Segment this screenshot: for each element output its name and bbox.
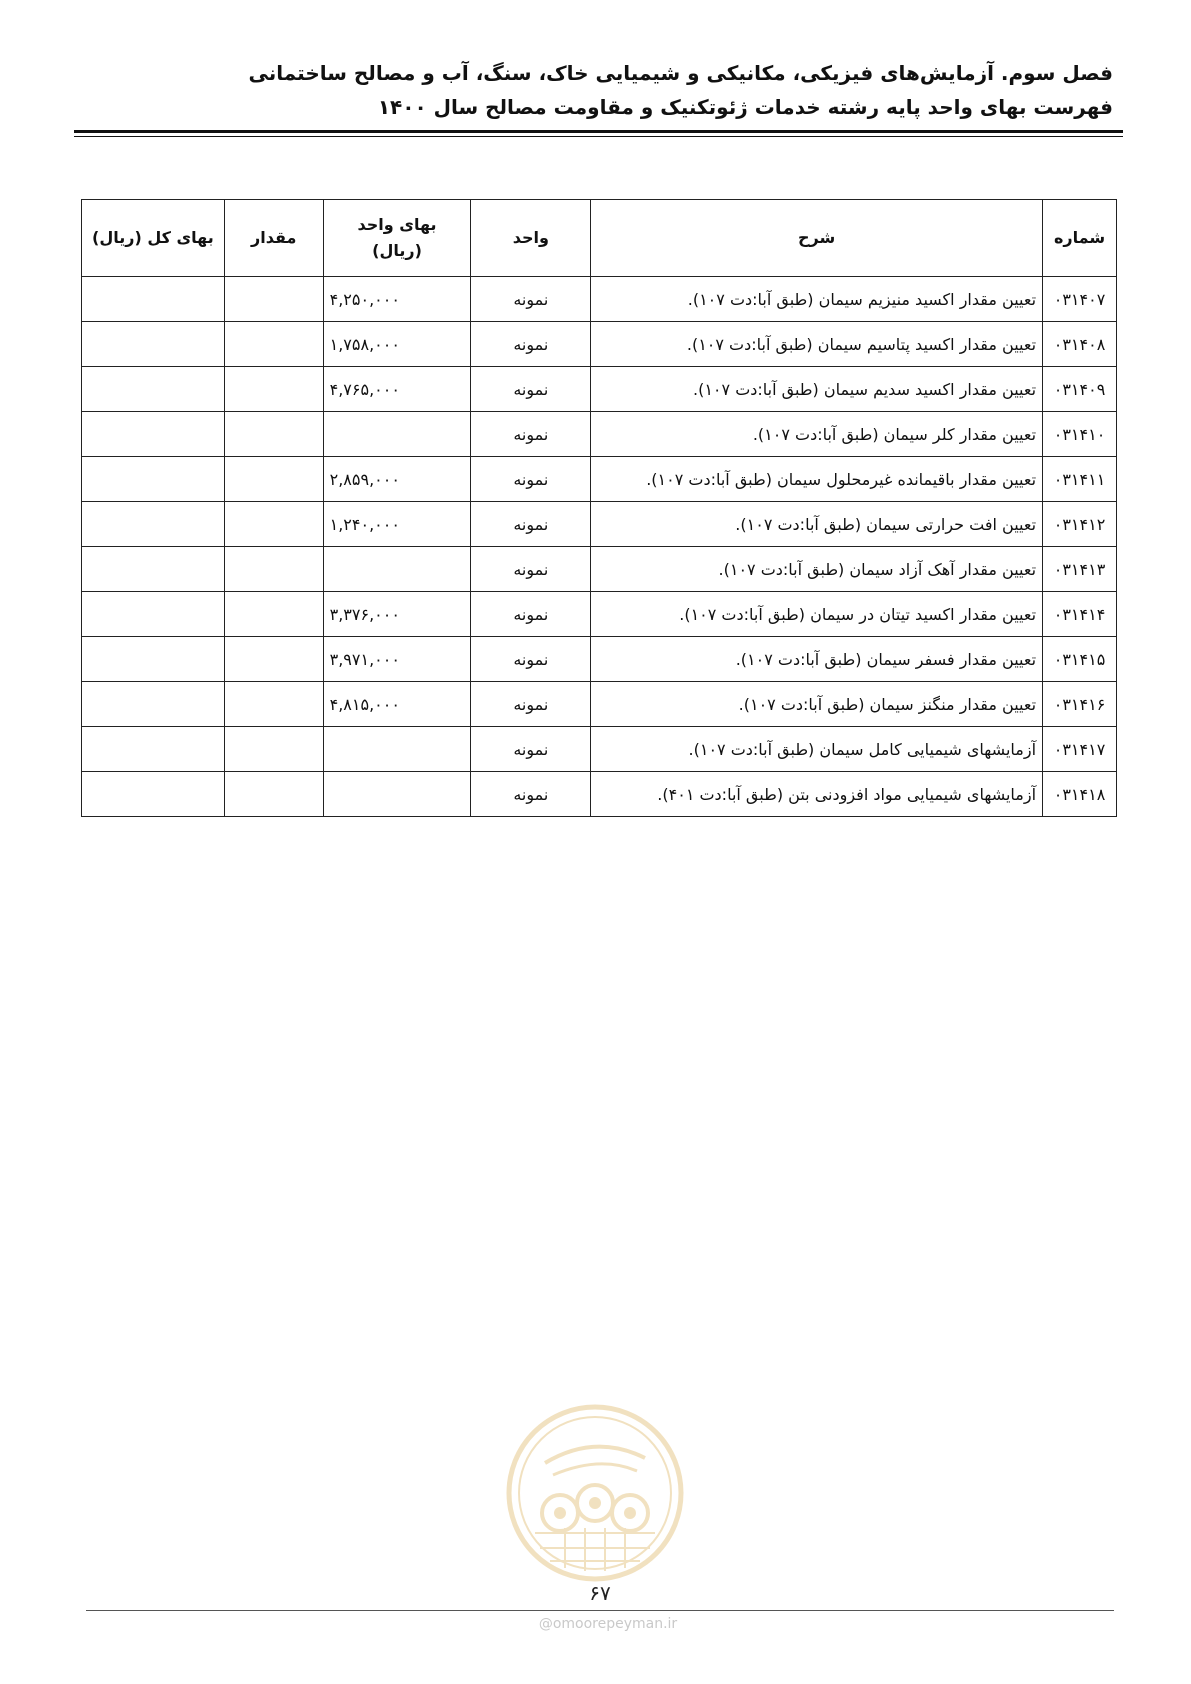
- cell-unit: نمونه: [471, 412, 591, 457]
- cell-description: تعیین مقدار اکسید پتاسیم سیمان (طبق آبا:دت ۱۰۷).: [591, 322, 1043, 367]
- header-quantity: مقدار: [224, 200, 323, 277]
- footer-rule: [86, 1610, 1114, 1611]
- cell-unit-price: ۱,۷۵۸,۰۰۰: [323, 322, 471, 367]
- cell-description: تعیین مقدار باقیمانده غیرمحلول سیمان (طبق آبا:دت ۱۰۷).: [591, 457, 1043, 502]
- cell-total: [82, 592, 225, 637]
- cell-unit: نمونه: [471, 457, 591, 502]
- cell-code: ۰۳۱۴۰۷: [1043, 277, 1117, 322]
- header-unit-price-label: بهای واحد: [357, 215, 437, 234]
- cell-description: تعیین مقدار منگنز سیمان (طبق آبا:دت ۱۰۷).: [591, 682, 1043, 727]
- cell-description: آزمایشهای شیمیایی مواد افزودنی بتن (طبق آبا:دت ۴۰۱).: [591, 772, 1043, 817]
- cell-description: تعیین مقدار آهک آزاد سیمان (طبق آبا:دت ۱۰۷).: [591, 547, 1043, 592]
- watermark-url: @omoorepeyman.ir: [538, 1616, 678, 1632]
- table-row: [82, 277, 1117, 322]
- omoorepeyman-logo: [505, 1403, 685, 1583]
- cell-code: ۰۳۱۴۱۶: [1043, 682, 1117, 727]
- table-row: [82, 637, 1117, 682]
- cell-code: ۰۳۱۴۱۴: [1043, 592, 1117, 637]
- cell-quantity: [224, 367, 323, 412]
- cell-total: [82, 412, 225, 457]
- cell-description: تعیین مقدار اکسید سدیم سیمان (طبق آبا:دت ۱۰۷).: [591, 367, 1043, 412]
- cell-code: ۰۳۱۴۱۷: [1043, 727, 1117, 772]
- cell-unit-price: ۴,۸۱۵,۰۰۰: [323, 682, 471, 727]
- table-row: [82, 412, 1117, 457]
- header-total: بهای کل (ریال): [82, 200, 225, 277]
- cell-total: [82, 637, 225, 682]
- cell-description: تعیین مقدار اکسید منیزیم سیمان (طبق آبا:دت ۱۰۷).: [591, 277, 1043, 322]
- cell-unit-price: ۴,۲۵۰,۰۰۰: [323, 277, 471, 322]
- cell-unit-price: ۲,۸۵۹,۰۰۰: [323, 457, 471, 502]
- table-header-row: [82, 200, 1117, 277]
- cell-total: [82, 772, 225, 817]
- cell-unit: نمونه: [471, 772, 591, 817]
- cell-unit-price: ۴,۷۶۵,۰۰۰: [323, 367, 471, 412]
- cell-unit-price: ۱,۲۴۰,۰۰۰: [323, 502, 471, 547]
- cell-unit-price: [323, 547, 471, 592]
- cell-unit: نمونه: [471, 592, 591, 637]
- header-rule-thick: [74, 130, 1123, 133]
- price-table: [81, 199, 1117, 817]
- document-title: فهرست بهای واحد پایه رشته خدمات ژئوتکنیک و مقاومت مصالح سال ۱۴۰۰: [377, 95, 1113, 119]
- cell-total: [82, 457, 225, 502]
- cell-quantity: [224, 277, 323, 322]
- table-row: [82, 457, 1117, 502]
- cell-description: تعیین مقدار کلر سیمان (طبق آبا:دت ۱۰۷).: [591, 412, 1043, 457]
- cell-unit: نمونه: [471, 502, 591, 547]
- cell-unit-price: [323, 412, 471, 457]
- cell-quantity: [224, 547, 323, 592]
- chapter-title: فصل سوم. آزمایش‌های فیزیکی، مکانیکی و شیمیایی خاک، سنگ، آب و مصالح ساختمانی: [248, 61, 1113, 85]
- table-row: [82, 727, 1117, 772]
- cell-code: ۰۳۱۴۱۰: [1043, 412, 1117, 457]
- table-row: [82, 367, 1117, 412]
- cell-description: تعیین مقدار فسفر سیمان (طبق آبا:دت ۱۰۷).: [591, 637, 1043, 682]
- table-row: [82, 502, 1117, 547]
- cell-quantity: [224, 322, 323, 367]
- cell-total: [82, 367, 225, 412]
- cell-code: ۰۳۱۴۰۹: [1043, 367, 1117, 412]
- header-code: شماره: [1043, 200, 1117, 277]
- cell-total: [82, 277, 225, 322]
- cell-code: ۰۳۱۴۱۳: [1043, 547, 1117, 592]
- cell-unit: نمونه: [471, 277, 591, 322]
- cell-quantity: [224, 412, 323, 457]
- cell-unit: نمونه: [471, 547, 591, 592]
- table-row: [82, 682, 1117, 727]
- header-unit-price: [323, 200, 471, 277]
- cell-total: [82, 322, 225, 367]
- cell-unit: نمونه: [471, 322, 591, 367]
- table-row: [82, 772, 1117, 817]
- header-unit: واحد: [471, 200, 591, 277]
- page-header: [73, 56, 1113, 124]
- cell-quantity: [224, 772, 323, 817]
- table-row: [82, 322, 1117, 367]
- table-row: [82, 547, 1117, 592]
- cell-quantity: [224, 457, 323, 502]
- cell-quantity: [224, 727, 323, 772]
- cell-description: آزمایشهای شیمیایی کامل سیمان (طبق آبا:دت ۱۰۷).: [591, 727, 1043, 772]
- header-description: شرح: [591, 200, 1043, 277]
- cell-unit-price: [323, 772, 471, 817]
- cell-unit-price: ۳,۹۷۱,۰۰۰: [323, 637, 471, 682]
- cell-code: ۰۳۱۴۱۲: [1043, 502, 1117, 547]
- cell-total: [82, 727, 225, 772]
- cell-code: ۰۳۱۴۱۸: [1043, 772, 1117, 817]
- cell-unit: نمونه: [471, 682, 591, 727]
- cell-code: ۰۳۱۴۱۱: [1043, 457, 1117, 502]
- page-number: ۶۷: [589, 1581, 611, 1605]
- cell-total: [82, 682, 225, 727]
- table-body: [82, 277, 1117, 817]
- cell-unit-price: ۳,۳۷۶,۰۰۰: [323, 592, 471, 637]
- cell-description: تعیین مقدار اکسید تیتان در سیمان (طبق آبا:دت ۱۰۷).: [591, 592, 1043, 637]
- cell-total: [82, 547, 225, 592]
- cell-code: ۰۳۱۴۱۵: [1043, 637, 1117, 682]
- cell-unit: نمونه: [471, 727, 591, 772]
- cell-unit: نمونه: [471, 367, 591, 412]
- cell-quantity: [224, 637, 323, 682]
- cell-quantity: [224, 592, 323, 637]
- cell-unit: نمونه: [471, 637, 591, 682]
- cell-description: تعیین افت حرارتی سیمان (طبق آبا:دت ۱۰۷).: [591, 502, 1043, 547]
- cell-quantity: [224, 502, 323, 547]
- table-row: [82, 592, 1117, 637]
- cell-total: [82, 502, 225, 547]
- cell-code: ۰۳۱۴۰۸: [1043, 322, 1117, 367]
- cell-quantity: [224, 682, 323, 727]
- header-unit-price-currency: (ریال): [372, 241, 422, 260]
- header-rule-thin: [74, 136, 1123, 137]
- cell-unit-price: [323, 727, 471, 772]
